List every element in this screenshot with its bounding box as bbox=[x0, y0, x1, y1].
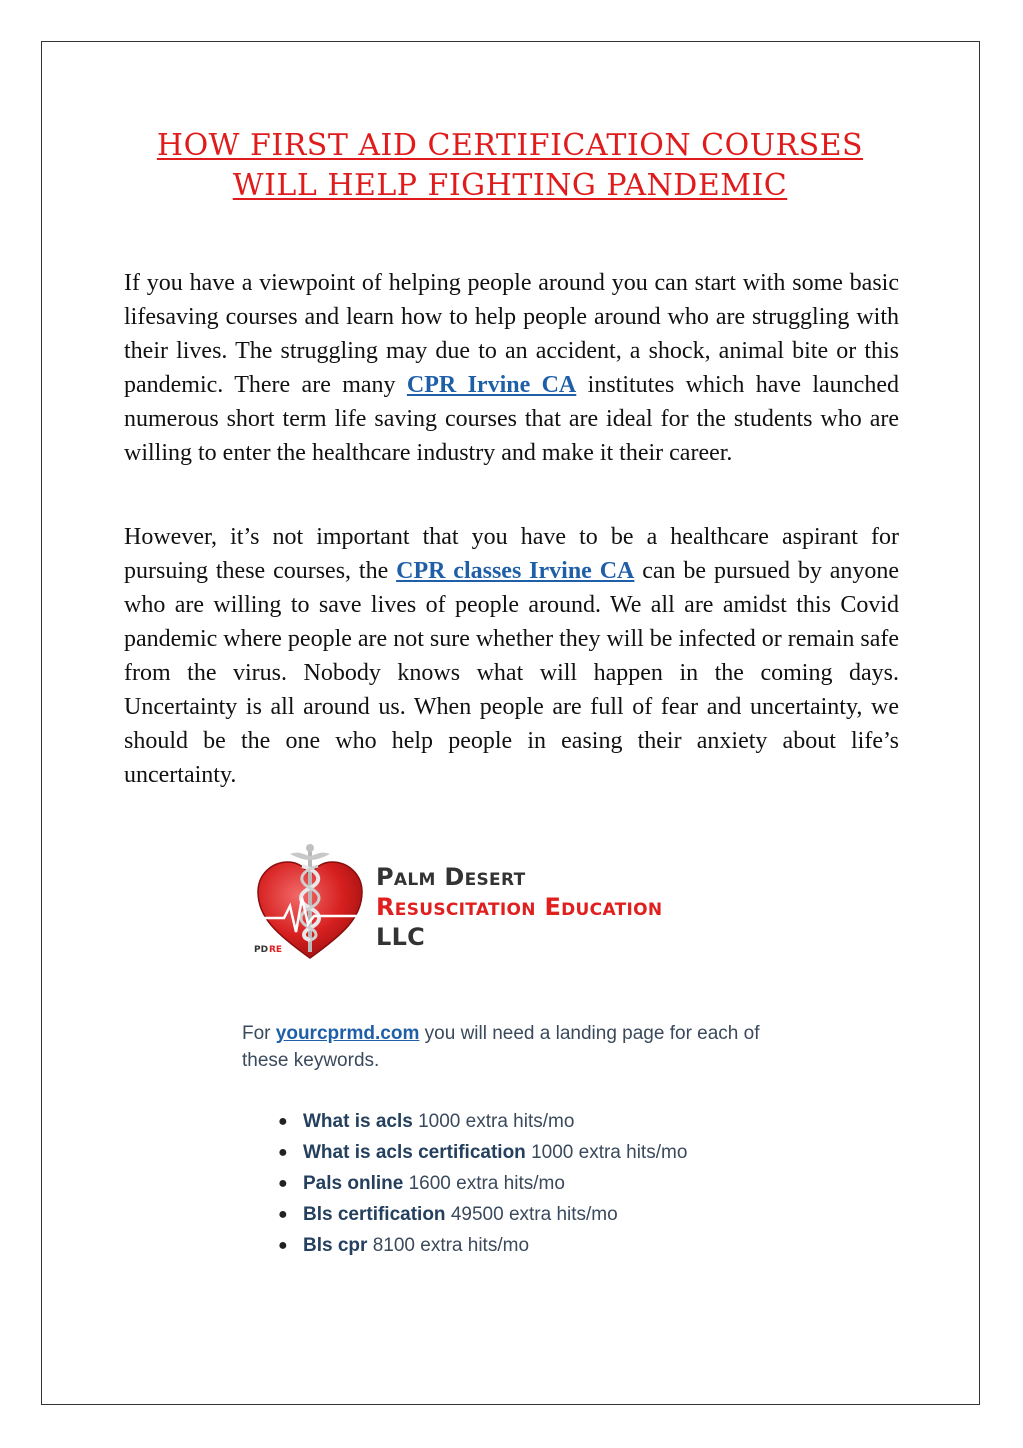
paragraph-2-text-before: However, it’s not important that you have to be a healthcare aspirant for pursuing these courses, the bbox=[124, 524, 899, 584]
pdre-logo bbox=[248, 840, 788, 970]
keyword-hits: 1000 extra hits/mo bbox=[525, 1142, 688, 1163]
list-item bbox=[242, 1106, 802, 1137]
pdre-badge-pd: PD bbox=[254, 945, 269, 955]
article-title: HOW FIRST AID CERTIFICATION COURSES WILL HELP FIGHTING PANDEMIC bbox=[156, 128, 864, 203]
bullet-icon: ● bbox=[278, 1206, 288, 1223]
bullet-icon: ● bbox=[278, 1144, 288, 1161]
logo-line-2: Resuscitation Education bbox=[376, 893, 663, 921]
keyword-hits: 1000 extra hits/mo bbox=[412, 1111, 575, 1132]
logo-line-1: Palm Desert bbox=[376, 863, 526, 891]
logo-line-3: LLC bbox=[376, 923, 426, 951]
keyword-intro-after: you will need a landing page for each of these keywords. bbox=[242, 1023, 760, 1071]
heart-caduceus-icon bbox=[248, 840, 373, 970]
pdre-badge-re: RE bbox=[269, 945, 283, 955]
cpr-irvine-link[interactable]: CPR Irvine CA bbox=[406, 372, 577, 398]
logo-wordmark bbox=[376, 862, 662, 952]
list-item bbox=[242, 1168, 802, 1199]
list-item bbox=[242, 1199, 802, 1230]
paragraph-2-text-after: can be pursued by anyone who are willing to save lives of people around. We all are amidst this Covid pandemic where people are not sure whether they will be infected or remain safe from the virus. Nobody knows what will happen in the coming days. Uncertainty is all around us. When people are full of fear and uncertainty, we should be the one who help people in easing their anxiety about life’s uncertainty. bbox=[124, 558, 899, 788]
paragraph-1 bbox=[124, 266, 899, 470]
cpr-classes-irvine-link[interactable]: CPR classes Irvine CA bbox=[396, 558, 635, 584]
keyword-screenshot bbox=[242, 1020, 802, 1261]
bullet-icon: ● bbox=[278, 1113, 288, 1130]
bullet-icon: ● bbox=[278, 1175, 288, 1192]
keyword: What is acls bbox=[303, 1111, 413, 1132]
domain-link[interactable]: yourcprmd.com bbox=[275, 1023, 420, 1044]
paragraph-1-text-after: institutes which have launched numerous short term life saving courses that are ideal for the students who are willing to enter the healthcare industry and make it their career. bbox=[124, 372, 899, 466]
list-item bbox=[242, 1230, 802, 1261]
keyword: What is acls certification bbox=[303, 1142, 526, 1163]
keyword: Pals online bbox=[303, 1173, 404, 1194]
keyword: Bls certification bbox=[303, 1204, 446, 1225]
keyword-hits: 49500 extra hits/mo bbox=[445, 1204, 618, 1225]
keyword: Bls cpr bbox=[303, 1235, 368, 1256]
keyword-hits: 8100 extra hits/mo bbox=[367, 1235, 530, 1256]
bullet-icon: ● bbox=[278, 1237, 288, 1254]
keyword-hits: 1600 extra hits/mo bbox=[403, 1173, 565, 1194]
list-item bbox=[242, 1137, 802, 1168]
paragraph-2 bbox=[124, 520, 899, 792]
keyword-intro bbox=[242, 1020, 802, 1074]
keyword-list bbox=[242, 1106, 802, 1261]
paragraph-1-text-before: If you have a viewpoint of helping people around you can start with some basic lifesaving courses and learn how to help people around who are struggling with their lives. The struggling may due to an accident, a shock, animal bite or this pandemic. There are many bbox=[124, 270, 899, 398]
keyword-intro-before: For bbox=[242, 1023, 276, 1044]
